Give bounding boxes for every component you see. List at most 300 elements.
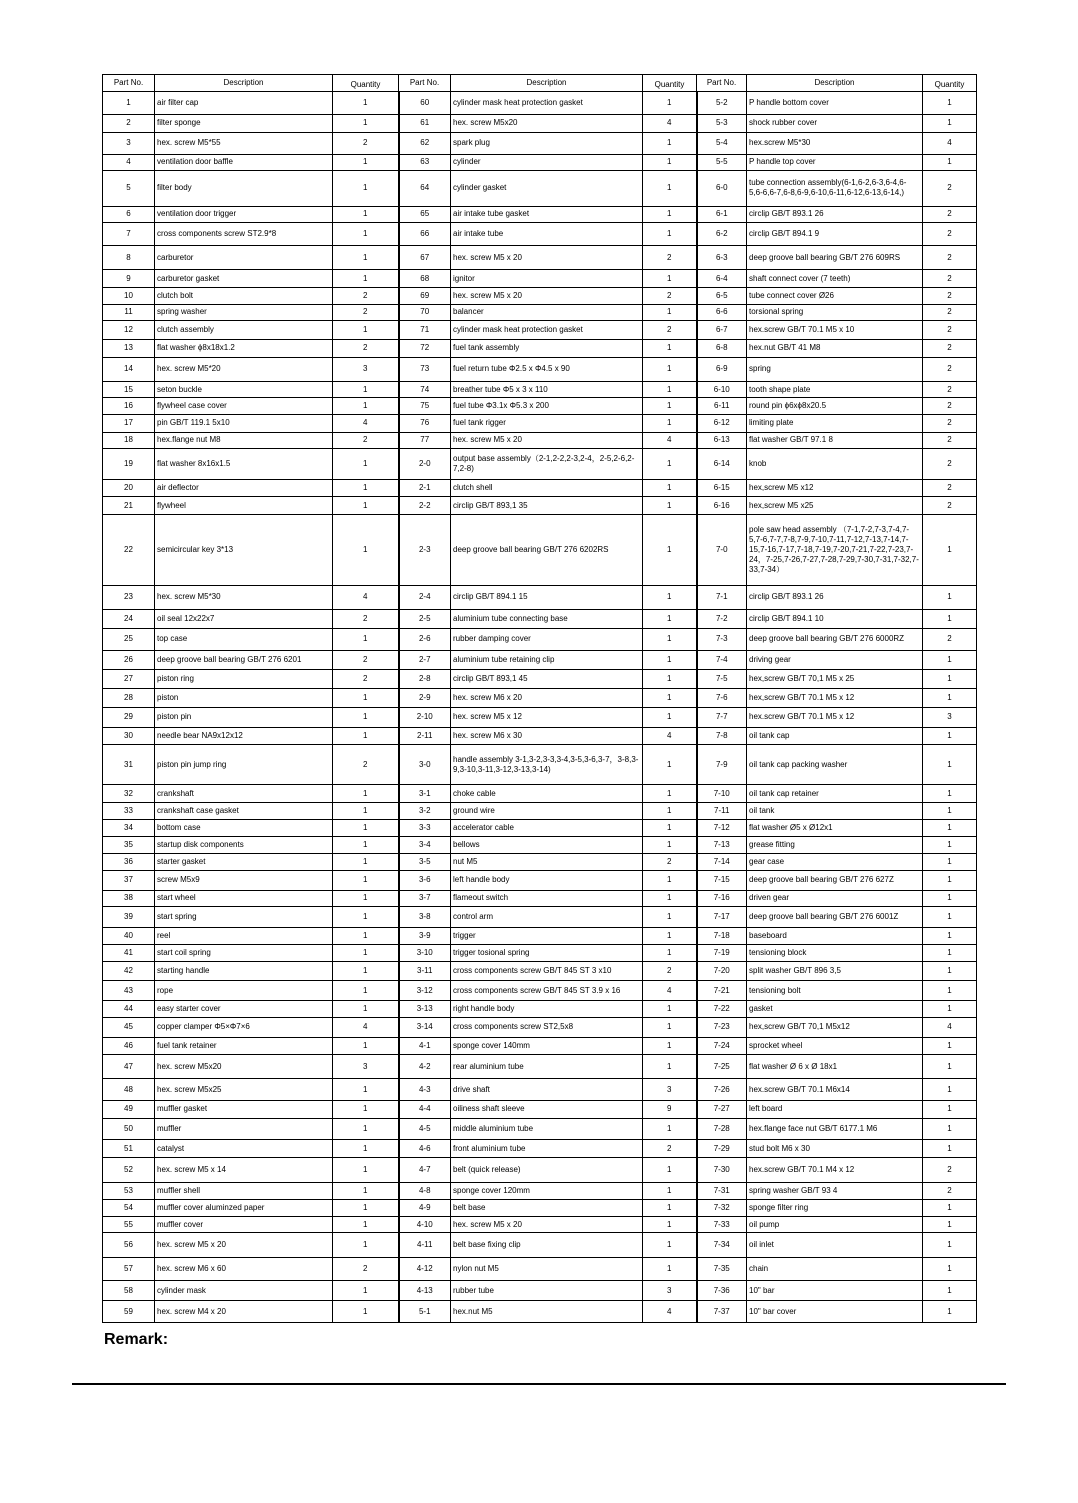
part-no-cell: 2-10 — [399, 708, 451, 727]
quantity-cell: 1 — [643, 357, 697, 381]
part-no-cell: 13 — [103, 340, 155, 357]
description-cell: start wheel — [155, 890, 333, 906]
quantity-cell: 1 — [333, 870, 399, 890]
part-no-cell: 67 — [399, 246, 451, 270]
part-no-cell: 3-5 — [399, 854, 451, 870]
description-header: Description — [155, 75, 333, 92]
description-cell: circlip GB/T 894.1 9 — [747, 222, 923, 245]
quantity-cell: 1 — [643, 1158, 697, 1182]
description-cell: hex.screw M5*30 — [747, 132, 923, 154]
quantity-cell: 2 — [923, 222, 977, 245]
quantity-cell: 1 — [643, 222, 697, 245]
quantity-cell: 1 — [643, 92, 697, 115]
quantity-cell: 1 — [333, 398, 399, 415]
quantity-cell: 1 — [923, 1301, 977, 1323]
part-no-cell: 7-31 — [697, 1182, 747, 1199]
part-no-cell: 29 — [103, 708, 155, 727]
part-no-cell: 7-6 — [697, 689, 747, 708]
quantity-cell: 2 — [643, 854, 697, 870]
description-cell: deep groove ball bearing GB/T 276 6001Z — [747, 907, 923, 928]
part-no-cell: 28 — [103, 689, 155, 708]
part-no-cell: 7-34 — [697, 1233, 747, 1257]
table-row — [103, 304, 977, 320]
description-cell: hex. screw M5 x 14 — [155, 1158, 333, 1182]
part-no-cell: 4-7 — [399, 1158, 451, 1182]
part-no-cell: 3-3 — [399, 819, 451, 836]
part-no-cell: 36 — [103, 854, 155, 870]
quantity-cell: 1 — [643, 1199, 697, 1216]
part-no-cell: 6 — [103, 206, 155, 222]
table-row — [103, 961, 977, 980]
part-no-cell: 5-3 — [697, 115, 747, 132]
quantity-cell: 1 — [333, 708, 399, 727]
part-no-cell: 7-28 — [697, 1118, 747, 1139]
quantity-cell: 1 — [923, 154, 977, 170]
quantity-cell: 1 — [643, 785, 697, 802]
table-row — [103, 1233, 977, 1257]
description-cell: flywheel case cover — [155, 398, 333, 415]
part-no-cell: 6-0 — [697, 171, 747, 206]
table-row — [103, 928, 977, 944]
description-cell: circlip GB/T 893.1 26 — [747, 585, 923, 609]
description-cell: flat washer GB/T 97.1 8 — [747, 432, 923, 448]
quantity-cell: 2 — [923, 1158, 977, 1182]
description-cell: startup disk components — [155, 837, 333, 854]
quantity-cell: 1 — [333, 1140, 399, 1158]
description-cell: chain — [747, 1257, 923, 1280]
quantity-cell: 1 — [333, 1217, 399, 1233]
part-no-cell: 7-37 — [697, 1301, 747, 1323]
description-cell: copper clamper Φ5×Φ7×6 — [155, 1017, 333, 1037]
description-cell: nut M5 — [451, 854, 643, 870]
quantity-cell: 1 — [923, 92, 977, 115]
quantity-cell: 1 — [923, 837, 977, 854]
quantity-cell: 1 — [333, 1233, 399, 1257]
quantity-cell: 1 — [643, 744, 697, 785]
description-cell: ignitor — [451, 270, 643, 287]
part-no-cell: 7-19 — [697, 944, 747, 961]
table-row — [103, 398, 977, 415]
quantity-cell: 2 — [333, 1257, 399, 1280]
part-no-cell: 3-6 — [399, 870, 451, 890]
quantity-cell: 1 — [643, 206, 697, 222]
quantity-cell: 2 — [923, 321, 977, 340]
description-cell: spring — [747, 357, 923, 381]
part-no-cell: 7-24 — [697, 1037, 747, 1054]
quantity-cell: 1 — [643, 928, 697, 944]
table-row — [103, 981, 977, 1001]
part-no-cell: 37 — [103, 870, 155, 890]
quantity-cell: 1 — [333, 907, 399, 928]
quantity-cell: 1 — [333, 928, 399, 944]
quantity-cell: 1 — [923, 802, 977, 819]
description-cell: trigger tosional spring — [451, 944, 643, 961]
quantity-cell: 1 — [643, 708, 697, 727]
quantity-cell: 1 — [333, 819, 399, 836]
part-no-cell: 3-13 — [399, 1001, 451, 1017]
quantity-cell: 1 — [643, 480, 697, 497]
quantity-cell: 1 — [923, 854, 977, 870]
description-cell: hex. screw M5x20 — [451, 115, 643, 132]
description-cell: drive shaft — [451, 1079, 643, 1100]
table-row — [103, 837, 977, 854]
part-no-cell: 3-12 — [399, 981, 451, 1001]
part-no-cell: 6-13 — [697, 432, 747, 448]
description-cell: gear case — [747, 854, 923, 870]
quantity-cell: 2 — [643, 961, 697, 980]
quantity-cell: 1 — [643, 132, 697, 154]
part-no-cell: 5-2 — [697, 92, 747, 115]
description-cell: flameout switch — [451, 890, 643, 906]
part-no-cell: 7-36 — [697, 1281, 747, 1301]
part-no-cell: 21 — [103, 497, 155, 514]
part-no-cell: 3-8 — [399, 907, 451, 928]
description-cell: cross components screw ST2,5x8 — [451, 1017, 643, 1037]
part-no-cell: 32 — [103, 785, 155, 802]
description-cell: fuel tank assembly — [451, 340, 643, 357]
table-row — [103, 1055, 977, 1079]
quantity-cell: 1 — [643, 1118, 697, 1139]
quantity-cell: 1 — [923, 1001, 977, 1017]
part-no-cell: 2-7 — [399, 650, 451, 669]
description-cell: oil pump — [747, 1217, 923, 1233]
description-cell: fuel tank rigger — [451, 415, 643, 432]
table-row — [103, 1017, 977, 1037]
part-no-cell: 7-21 — [697, 981, 747, 1001]
description-cell: piston pin jump ring — [155, 744, 333, 785]
description-cell: hex,screw GB/T 70,1 M5 x 25 — [747, 669, 923, 688]
description-cell: muffler shell — [155, 1182, 333, 1199]
quantity-cell: 1 — [333, 222, 399, 245]
part-no-cell: 2-4 — [399, 585, 451, 609]
quantity-cell: 1 — [923, 928, 977, 944]
quantity-cell: 2 — [923, 497, 977, 514]
quantity-cell: 1 — [923, 785, 977, 802]
quantity-cell: 1 — [643, 154, 697, 170]
description-cell: bellows — [451, 837, 643, 854]
header-row — [103, 75, 977, 92]
quantity-cell: 1 — [923, 1055, 977, 1079]
part-no-cell: 4-5 — [399, 1118, 451, 1139]
part-no-cell: 74 — [399, 381, 451, 397]
table-row — [103, 1182, 977, 1199]
quantity-cell: 1 — [643, 819, 697, 836]
description-cell: deep groove ball bearing GB/T 276 6202RS — [451, 514, 643, 585]
quantity-cell: 1 — [923, 870, 977, 890]
quantity-cell: 1 — [333, 497, 399, 514]
table-row — [103, 340, 977, 357]
quantity-cell: 1 — [923, 585, 977, 609]
quantity-cell: 2 — [333, 340, 399, 357]
table-row — [103, 585, 977, 609]
description-cell: tooth shape plate — [747, 381, 923, 397]
description-cell: oiliness shaft sleeve — [451, 1100, 643, 1118]
description-cell: hex,screw GB/T 70.1 M5 x 12 — [747, 689, 923, 708]
quantity-cell: 9 — [643, 1100, 697, 1118]
description-cell: left board — [747, 1100, 923, 1118]
part-no-cell: 6-8 — [697, 340, 747, 357]
description-cell: hex. screw M5*30 — [155, 585, 333, 609]
description-cell: tensioning bolt — [747, 981, 923, 1001]
description-cell: flat washer ϕ8x18x1.2 — [155, 340, 333, 357]
quantity-cell: 2 — [923, 415, 977, 432]
part-no-cell: 43 — [103, 981, 155, 1001]
description-cell: flat washer Ø 6 x Ø 18x1 — [747, 1055, 923, 1079]
quantity-cell: 1 — [643, 398, 697, 415]
part-no-cell: 33 — [103, 802, 155, 819]
part-no-cell: 45 — [103, 1017, 155, 1037]
table-row — [103, 744, 977, 785]
part-no-cell: 6-4 — [697, 270, 747, 287]
table-row — [103, 222, 977, 245]
part-no-cell: 9 — [103, 270, 155, 287]
description-cell: starter gasket — [155, 854, 333, 870]
part-no-cell: 15 — [103, 381, 155, 397]
part-no-cell: 63 — [399, 154, 451, 170]
description-cell: oil tank — [747, 802, 923, 819]
description-cell: flywheel — [155, 497, 333, 514]
part-no-cell: 5-1 — [399, 1301, 451, 1323]
description-cell: sponge filter ring — [747, 1199, 923, 1216]
quantity-cell: 1 — [333, 961, 399, 980]
description-cell: cross components screw GB/T 845 ST 3.9 x 16 — [451, 981, 643, 1001]
quantity-cell: 2 — [923, 171, 977, 206]
description-cell: easy starter cover — [155, 1001, 333, 1017]
part-no-cell: 56 — [103, 1233, 155, 1257]
quantity-cell: 1 — [333, 802, 399, 819]
description-cell: piston ring — [155, 669, 333, 688]
part-no-cell: 20 — [103, 480, 155, 497]
part-no-cell: 7-26 — [697, 1079, 747, 1100]
quantity-cell: 1 — [333, 321, 399, 340]
quantity-cell: 1 — [643, 171, 697, 206]
quantity-header: Quantity — [643, 75, 697, 92]
description-cell: start spring — [155, 907, 333, 928]
quantity-cell: 1 — [643, 585, 697, 609]
description-cell: crankshaft case gasket — [155, 802, 333, 819]
part-no-cell: 6-14 — [697, 448, 747, 479]
description-cell: catalyst — [155, 1140, 333, 1158]
part-no-cell: 6-11 — [697, 398, 747, 415]
quantity-cell: 2 — [923, 398, 977, 415]
description-cell: gasket — [747, 1001, 923, 1017]
description-cell: flat washer Ø5 x Ø12x1 — [747, 819, 923, 836]
description-cell: carburetor — [155, 246, 333, 270]
quantity-cell: 1 — [643, 610, 697, 629]
description-cell: spark plug — [451, 132, 643, 154]
part-no-cell: 7-9 — [697, 744, 747, 785]
description-cell: driving gear — [747, 650, 923, 669]
part-no-cell: 14 — [103, 357, 155, 381]
description-cell: hex.flange face nut GB/T 6177.1 M6 — [747, 1118, 923, 1139]
description-cell: sponge cover 120mm — [451, 1182, 643, 1199]
description-cell: middle aluminium tube — [451, 1118, 643, 1139]
part-no-cell: 7-4 — [697, 650, 747, 669]
quantity-cell: 1 — [643, 1001, 697, 1017]
part-no-cell: 2-6 — [399, 629, 451, 650]
quantity-cell: 2 — [333, 287, 399, 304]
description-cell: spring washer GB/T 93 4 — [747, 1182, 923, 1199]
description-cell: deep groove ball bearing GB/T 276 627Z — [747, 870, 923, 890]
table-row — [103, 689, 977, 708]
quantity-cell: 2 — [923, 304, 977, 320]
quantity-cell: 2 — [923, 448, 977, 479]
part-no-cell: 7-0 — [697, 514, 747, 585]
part-no-cell: 4-4 — [399, 1100, 451, 1118]
description-cell: hex. screw M5 x 20 — [451, 246, 643, 270]
part-no-cell: 7-7 — [697, 708, 747, 727]
part-no-cell: 7-33 — [697, 1217, 747, 1233]
part-no-cell: 2-11 — [399, 727, 451, 744]
description-cell: cylinder — [451, 154, 643, 170]
description-cell: hex. screw M5 x 20 — [451, 1217, 643, 1233]
quantity-cell: 1 — [923, 610, 977, 629]
description-cell: front aluminium tube — [451, 1140, 643, 1158]
table-row — [103, 1257, 977, 1280]
part-no-cell: 3-1 — [399, 785, 451, 802]
quantity-cell: 1 — [643, 270, 697, 287]
part-no-header: Part No. — [399, 75, 451, 92]
footer-rule — [72, 1383, 1006, 1385]
part-no-cell: 7-12 — [697, 819, 747, 836]
part-no-cell: 6-10 — [697, 381, 747, 397]
quantity-cell: 2 — [333, 650, 399, 669]
description-cell: cylinder mask — [155, 1281, 333, 1301]
description-cell: nylon nut M5 — [451, 1257, 643, 1280]
description-cell: pin GB/T 119.1 5x10 — [155, 415, 333, 432]
quantity-cell: 1 — [333, 1118, 399, 1139]
quantity-cell: 1 — [333, 1199, 399, 1216]
table-row — [103, 92, 977, 115]
part-no-cell: 5 — [103, 171, 155, 206]
table-row — [103, 497, 977, 514]
part-no-cell: 71 — [399, 321, 451, 340]
quantity-cell: 1 — [923, 514, 977, 585]
part-no-cell: 4 — [103, 154, 155, 170]
part-no-cell: 22 — [103, 514, 155, 585]
part-no-cell: 6-7 — [697, 321, 747, 340]
quantity-cell: 1 — [643, 340, 697, 357]
table-row — [103, 1281, 977, 1301]
table-row — [103, 432, 977, 448]
description-cell: needle bear NA9x12x12 — [155, 727, 333, 744]
quantity-cell: 2 — [923, 480, 977, 497]
description-cell: rubber damping cover — [451, 629, 643, 650]
part-no-cell: 61 — [399, 115, 451, 132]
quantity-cell: 4 — [923, 1017, 977, 1037]
description-cell: hex. screw M5 x 12 — [451, 708, 643, 727]
quantity-cell: 1 — [923, 650, 977, 669]
quantity-cell: 2 — [923, 206, 977, 222]
part-no-cell: 54 — [103, 1199, 155, 1216]
description-cell: shock rubber cover — [747, 115, 923, 132]
quantity-cell: 1 — [923, 115, 977, 132]
description-cell: tube connection assembly(6-1,6-2,6-3,6-4,6-5,6-6,6-7,6-8,6-9,6-10,6-11,6-12,6-13,6-14,) — [747, 171, 923, 206]
part-no-cell: 44 — [103, 1001, 155, 1017]
description-cell: start coil spring — [155, 944, 333, 961]
description-cell: air deflector — [155, 480, 333, 497]
quantity-cell: 1 — [643, 944, 697, 961]
description-cell: seton buckle — [155, 381, 333, 397]
part-no-cell: 26 — [103, 650, 155, 669]
description-cell: hex. screw M5x25 — [155, 1079, 333, 1100]
part-no-cell: 31 — [103, 744, 155, 785]
quantity-cell: 2 — [333, 304, 399, 320]
description-cell: hex,screw M5 x25 — [747, 497, 923, 514]
description-cell: oil inlet — [747, 1233, 923, 1257]
part-no-cell: 3-4 — [399, 837, 451, 854]
part-no-cell: 69 — [399, 287, 451, 304]
description-cell: belt (quick release) — [451, 1158, 643, 1182]
table-row — [103, 1079, 977, 1100]
part-no-cell: 4-12 — [399, 1257, 451, 1280]
table-row — [103, 1301, 977, 1323]
description-cell: hex. screw M6 x 30 — [451, 727, 643, 744]
quantity-cell: 1 — [643, 415, 697, 432]
quantity-cell: 1 — [333, 1001, 399, 1017]
description-header: Description — [451, 75, 643, 92]
part-no-cell: 76 — [399, 415, 451, 432]
quantity-cell: 2 — [643, 321, 697, 340]
quantity-cell: 1 — [643, 1017, 697, 1037]
table-row — [103, 854, 977, 870]
quantity-cell: 2 — [643, 287, 697, 304]
description-cell: tube connect cover Ø26 — [747, 287, 923, 304]
part-no-cell: 4-1 — [399, 1037, 451, 1054]
description-cell: aluminium tube connecting base — [451, 610, 643, 629]
quantity-cell: 1 — [923, 744, 977, 785]
part-no-cell: 70 — [399, 304, 451, 320]
part-no-header: Part No. — [697, 75, 747, 92]
table-row — [103, 890, 977, 906]
quantity-cell: 1 — [923, 890, 977, 906]
part-no-cell: 7-18 — [697, 928, 747, 944]
part-no-cell: 1 — [103, 92, 155, 115]
description-cell: spring washer — [155, 304, 333, 320]
table-row — [103, 708, 977, 727]
table-row — [103, 629, 977, 650]
description-cell: round pin ϕ6xϕ8x20.5 — [747, 398, 923, 415]
part-no-cell: 60 — [399, 92, 451, 115]
description-cell: belt base — [451, 1199, 643, 1216]
description-cell: output base assembly（2-1,2-2,2-3,2-4，2-5,2-6,2-7,2-8) — [451, 448, 643, 479]
table-row — [103, 1158, 977, 1182]
description-cell: clutch shell — [451, 480, 643, 497]
part-no-cell: 47 — [103, 1055, 155, 1079]
quantity-cell: 1 — [643, 1037, 697, 1054]
description-cell: piston — [155, 689, 333, 708]
part-no-cell: 40 — [103, 928, 155, 944]
description-cell: accelerator cable — [451, 819, 643, 836]
part-no-cell: 77 — [399, 432, 451, 448]
part-no-cell: 38 — [103, 890, 155, 906]
quantity-cell: 1 — [643, 381, 697, 397]
part-no-cell: 6-2 — [697, 222, 747, 245]
part-no-cell: 55 — [103, 1217, 155, 1233]
part-no-cell: 12 — [103, 321, 155, 340]
quantity-cell: 4 — [923, 132, 977, 154]
part-no-cell: 50 — [103, 1118, 155, 1139]
description-cell: clutch assembly — [155, 321, 333, 340]
description-cell: knob — [747, 448, 923, 479]
description-cell: hex. screw M5 x 20 — [451, 287, 643, 304]
quantity-cell: 1 — [333, 448, 399, 479]
description-cell: hex. screw M6 x 60 — [155, 1257, 333, 1280]
description-cell: handle assembly 3-1,3-2,3-3,3-4,3-5,3-6,3-7，3-8,3-9,3-10,3-11,3-12,3-13,3-14) — [451, 744, 643, 785]
table-row — [103, 669, 977, 688]
part-no-cell: 66 — [399, 222, 451, 245]
quantity-cell: 1 — [333, 727, 399, 744]
